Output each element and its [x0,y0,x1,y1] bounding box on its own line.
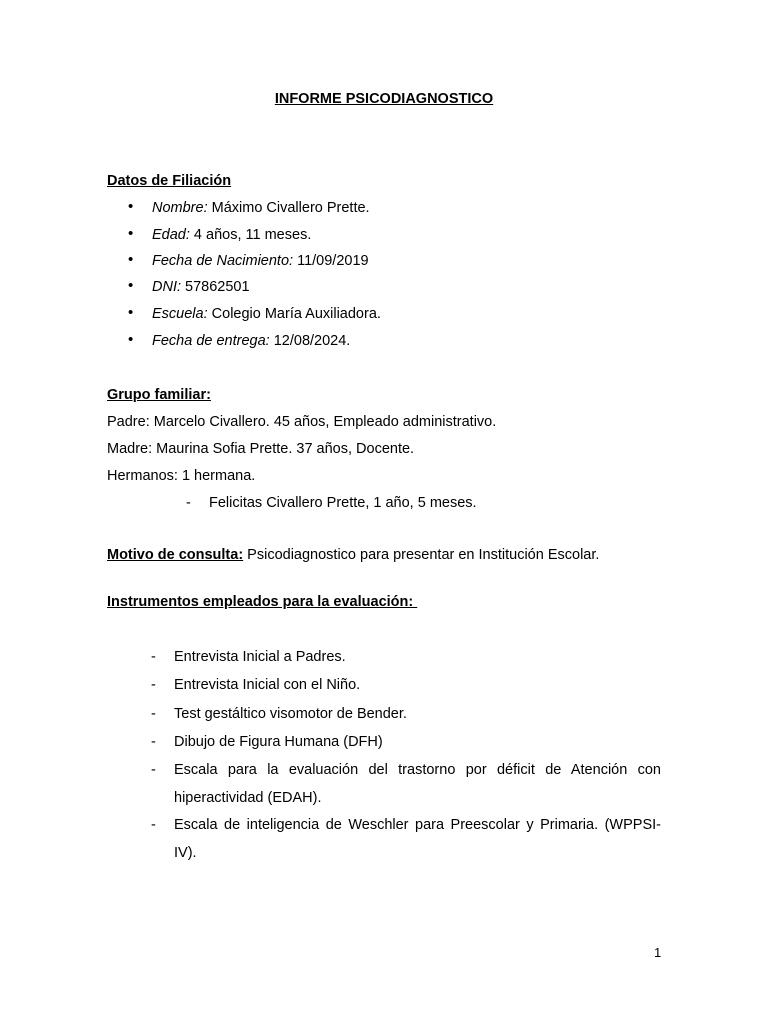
field-value: 11/09/2019 [293,253,369,269]
hermanos-line: Hermanos: 1 hermana. [107,468,256,484]
dash-marker: - [151,817,156,833]
bullet-icon: • [128,331,134,348]
padre-line: Padre: Marcelo Civallero. 45 años, Empleado administrativo. [107,414,497,430]
field-label: Edad: [152,227,190,243]
dash-marker: - [151,706,156,722]
list-item-text [152,306,381,322]
list-item-text [152,227,311,243]
list-item [128,199,133,215]
bullet-icon: • [128,198,134,215]
dash-marker: - [151,734,156,750]
field-value: Colegio María Auxiliadora. [207,306,381,322]
bullet-icon: • [128,304,134,321]
list-item [128,226,133,242]
list-item [128,332,133,348]
list-item: Entrevista Inicial a Padres. [174,649,346,665]
dash-marker: - [151,677,156,693]
document-title: INFORME PSICODIAGNOSTICO [274,91,494,107]
field-value: 57862501 [181,279,250,295]
list-item-text [152,333,350,349]
list-item [128,278,133,294]
field-label: Fecha de Nacimiento: [152,253,294,269]
list-item-continuation: hiperactividad (EDAH). [174,790,322,806]
madre-line: Madre: Maurina Sofia Prette. 37 años, Docente. [107,441,415,457]
list-item-text [152,200,370,216]
dash-marker: - [151,762,156,778]
filiacion-heading: Datos de Filiación [107,173,232,189]
field-label: Fecha de entrega: [152,333,270,349]
bullet-icon: • [128,277,134,294]
field-value: 12/08/2024. [269,333,351,349]
list-item [128,305,133,321]
list-item: Test gestáltico visomotor de Bender. [174,706,407,722]
familia-heading: Grupo familiar: [107,387,211,403]
dash-marker: - [151,649,156,665]
dash-marker: - [186,495,191,511]
field-label: DNI: [152,279,181,295]
page-number: 1 [654,945,662,960]
motivo-heading: Motivo de consulta: [107,547,244,563]
list-item: Dibujo de Figura Humana (DFH) [174,734,383,750]
instrumentos-heading: Instrumentos empleados para la evaluación: [107,594,418,610]
field-label: Escuela: [152,306,208,322]
motivo-text: Psicodiagnostico para presentar en Institución Escolar. [243,547,600,563]
hermana-line: Felicitas Civallero Prette, 1 año, 5 meses. [209,495,477,511]
field-value: 4 años, 11 meses. [189,227,312,243]
list-item-continuation: IV). [174,845,197,861]
list-item [128,252,133,268]
bullet-icon: • [128,251,134,268]
list-item-text [152,253,369,269]
list-item-text [152,279,250,295]
list-item: Escala de inteligencia de Weschler para Preescolar y Primaria. (WPPSI- [174,817,661,833]
field-value: Máximo Civallero Prette. [207,200,370,216]
list-item: Escala para la evaluación del trastorno por déficit de Atención con [174,762,661,778]
bullet-icon: • [128,225,134,242]
motivo-line [107,547,599,563]
field-label: Nombre: [152,200,208,216]
list-item: Entrevista Inicial con el Niño. [174,677,361,693]
